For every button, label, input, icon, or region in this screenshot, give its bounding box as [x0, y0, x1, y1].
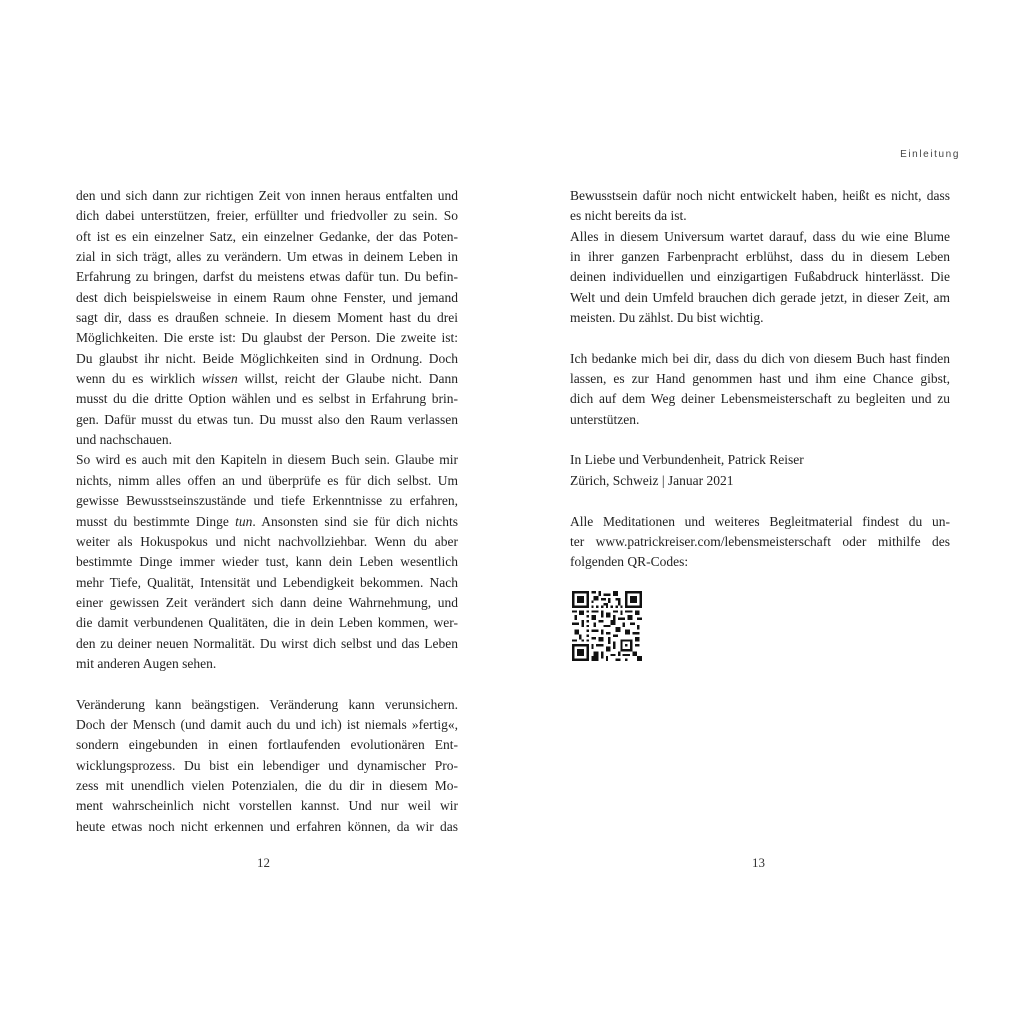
right-page [512, 0, 1024, 1024]
text-line: oft ist es ein einzelner Satz, ein einzelner Gedanke, der das Poten- [76, 228, 458, 244]
text-line: mit anderen Augen sehen. [76, 655, 217, 671]
text-line: So wird es auch mit den Kapiteln in diesem Buch sein. Glaube mir [76, 452, 458, 468]
text-line: ter www.patrickreiser.com/lebensmeisterschaft oder mithilfe des [570, 533, 950, 549]
text-line: es nicht bereits da ist. [570, 208, 687, 224]
text-line: sagt dir, dass es draußen schneie. In diesem Moment hast du drei [76, 310, 458, 326]
text-line: lassen, es zur Hand genommen hast und ihm eine Chance gibst, [570, 371, 950, 387]
text-line: nichts, nimm alles offen an und überprüfe es für dich selbst. Um [76, 472, 458, 488]
text-line: einer gewissen Zeit verändert sich dann deine Wahrnehmung, und [76, 594, 458, 610]
text-line: den und sich dann zur richtigen Zeit von innen heraus entfalten und [76, 188, 458, 203]
text-line: den zu deiner neuen Normalität. Du wirst dich selbst und das Leben [76, 635, 458, 651]
text-line: zial in sich trägt, alles zu verändern. Um etwas in deinem Leben in [76, 249, 458, 265]
paragraph-gap [570, 328, 950, 348]
text-line: Bewusstsein dafür noch nicht entwickelt haben, heißt es nicht, dass [570, 188, 950, 203]
paragraph-gap [570, 491, 950, 511]
left-page-body [76, 186, 458, 837]
text-line: ment wahrscheinlich nicht vorstellen kannst. Und nur weil wir [76, 798, 458, 814]
text-line: Erfahrung zu bringen, darfst du meistens etwas dafür tun. Du befin- [76, 269, 458, 285]
text-line-with-italic [76, 369, 458, 389]
text-segment: willst, reicht der Glaube nicht. Dann [237, 371, 458, 387]
running-head: Einleitung [900, 149, 960, 160]
text-line: zess mit unendlich vielen Potenzialen, die du dir in diesem Mo- [76, 777, 458, 793]
text-segment: musst du bestimmte Dinge [76, 513, 236, 529]
text-line: gen. Dafür musst du etwas tun. Du musst also den Raum verlassen [76, 411, 458, 427]
page-number: 13 [752, 855, 765, 870]
text-line: dich auf dem Weg deiner Lebensmeisterschaft zu begleiten und zu [570, 391, 950, 407]
text-line: deinen individuellen und einzigartigen Fußabdruck hinterlässt. Die [570, 269, 950, 285]
text-line: Doch der Mensch (und damit auch du und ich) ist niemals »fertig«, [76, 716, 458, 732]
text-line: mehr Tiefe, Qualität, Intensität und Lebendigkeit bekommen. Nach [76, 574, 458, 590]
text-line: musst du die dritte Option wählen und es selbst in Erfahrung brin- [76, 391, 458, 407]
italic-word: wissen [201, 371, 238, 387]
text-line: und nachschauen. [76, 432, 172, 448]
text-line: weiter als Hokuspokus und nicht nachvollziehbar. Wenn du aber [76, 533, 458, 549]
text-line: Du glaubst ihr nicht. Beide Möglichkeiten sind in Ordnung. Doch [76, 350, 458, 366]
text-line: gewisse Bewusstseinszustände und tiefe Erkenntnisse zu erfahren, [76, 493, 458, 509]
page-number: 12 [257, 855, 270, 870]
paragraph-gap [76, 674, 458, 694]
place-date-line: Zürich, Schweiz | Januar 2021 [570, 472, 734, 488]
text-line: meisten. Du zählst. Du bist wichtig. [570, 310, 764, 326]
text-line-with-italic [76, 512, 458, 532]
text-line: heute etwas noch nicht erkennen und erfahren können, da wir das [76, 818, 458, 834]
text-line: die damit verbundenen Qualitäten, die in dein Leben kommen, wer- [76, 615, 458, 631]
signature-line: In Liebe und Verbundenheit, Patrick Reiser [570, 452, 804, 468]
text-line: bestimmte Dinge immer wieder tust, kann dein Leben wesentlich [76, 554, 458, 570]
text-line: Ich bedanke mich bei dir, dass du dich von diesem Buch hast finden [570, 350, 950, 366]
text-line: Möglichkeiten. Die erste ist: Du glaubst der Person. Die zweite ist: [76, 330, 458, 346]
paragraph-gap [570, 430, 950, 450]
text-line: sondern eingebunden in einen fortlaufenden evolutionären Ent- [76, 737, 458, 753]
text-line: Alle Meditationen und weiteres Begleitmaterial findest du un- [570, 513, 950, 529]
right-page-body [570, 186, 950, 573]
text-line: dest dich beispielsweise in einem Raum ohne Fenster, und jemand [76, 289, 458, 305]
text-line: wicklungsprozess. Du bist ein lebendiger und dynamischer Pro- [76, 757, 458, 773]
text-segment: . Ansonsten sind sie für dich nichts [252, 513, 458, 529]
italic-word: tun [235, 513, 253, 529]
text-line: Alles in diesem Universum wartet darauf, dass du wie eine Blume [570, 228, 950, 244]
text-line: dich dabei unterstützen, freier, erfüllter und friedvoller zu sein. So [76, 208, 458, 224]
text-line: in ihrer ganzen Farbenpracht erblühst, dass du in diesem Leben [570, 249, 950, 265]
text-line: unterstützen. [570, 411, 640, 427]
qr-code-icon [572, 591, 642, 661]
text-line: Welt und dein Umfeld brauchen dich gerade jetzt, in dieser Zeit, am [570, 289, 950, 305]
text-line: Veränderung kann beängstigen. Veränderung kann verunsichern. [76, 696, 458, 712]
text-line: folgenden QR-Codes: [570, 554, 689, 570]
text-segment: wenn du es wirklich [76, 371, 202, 387]
